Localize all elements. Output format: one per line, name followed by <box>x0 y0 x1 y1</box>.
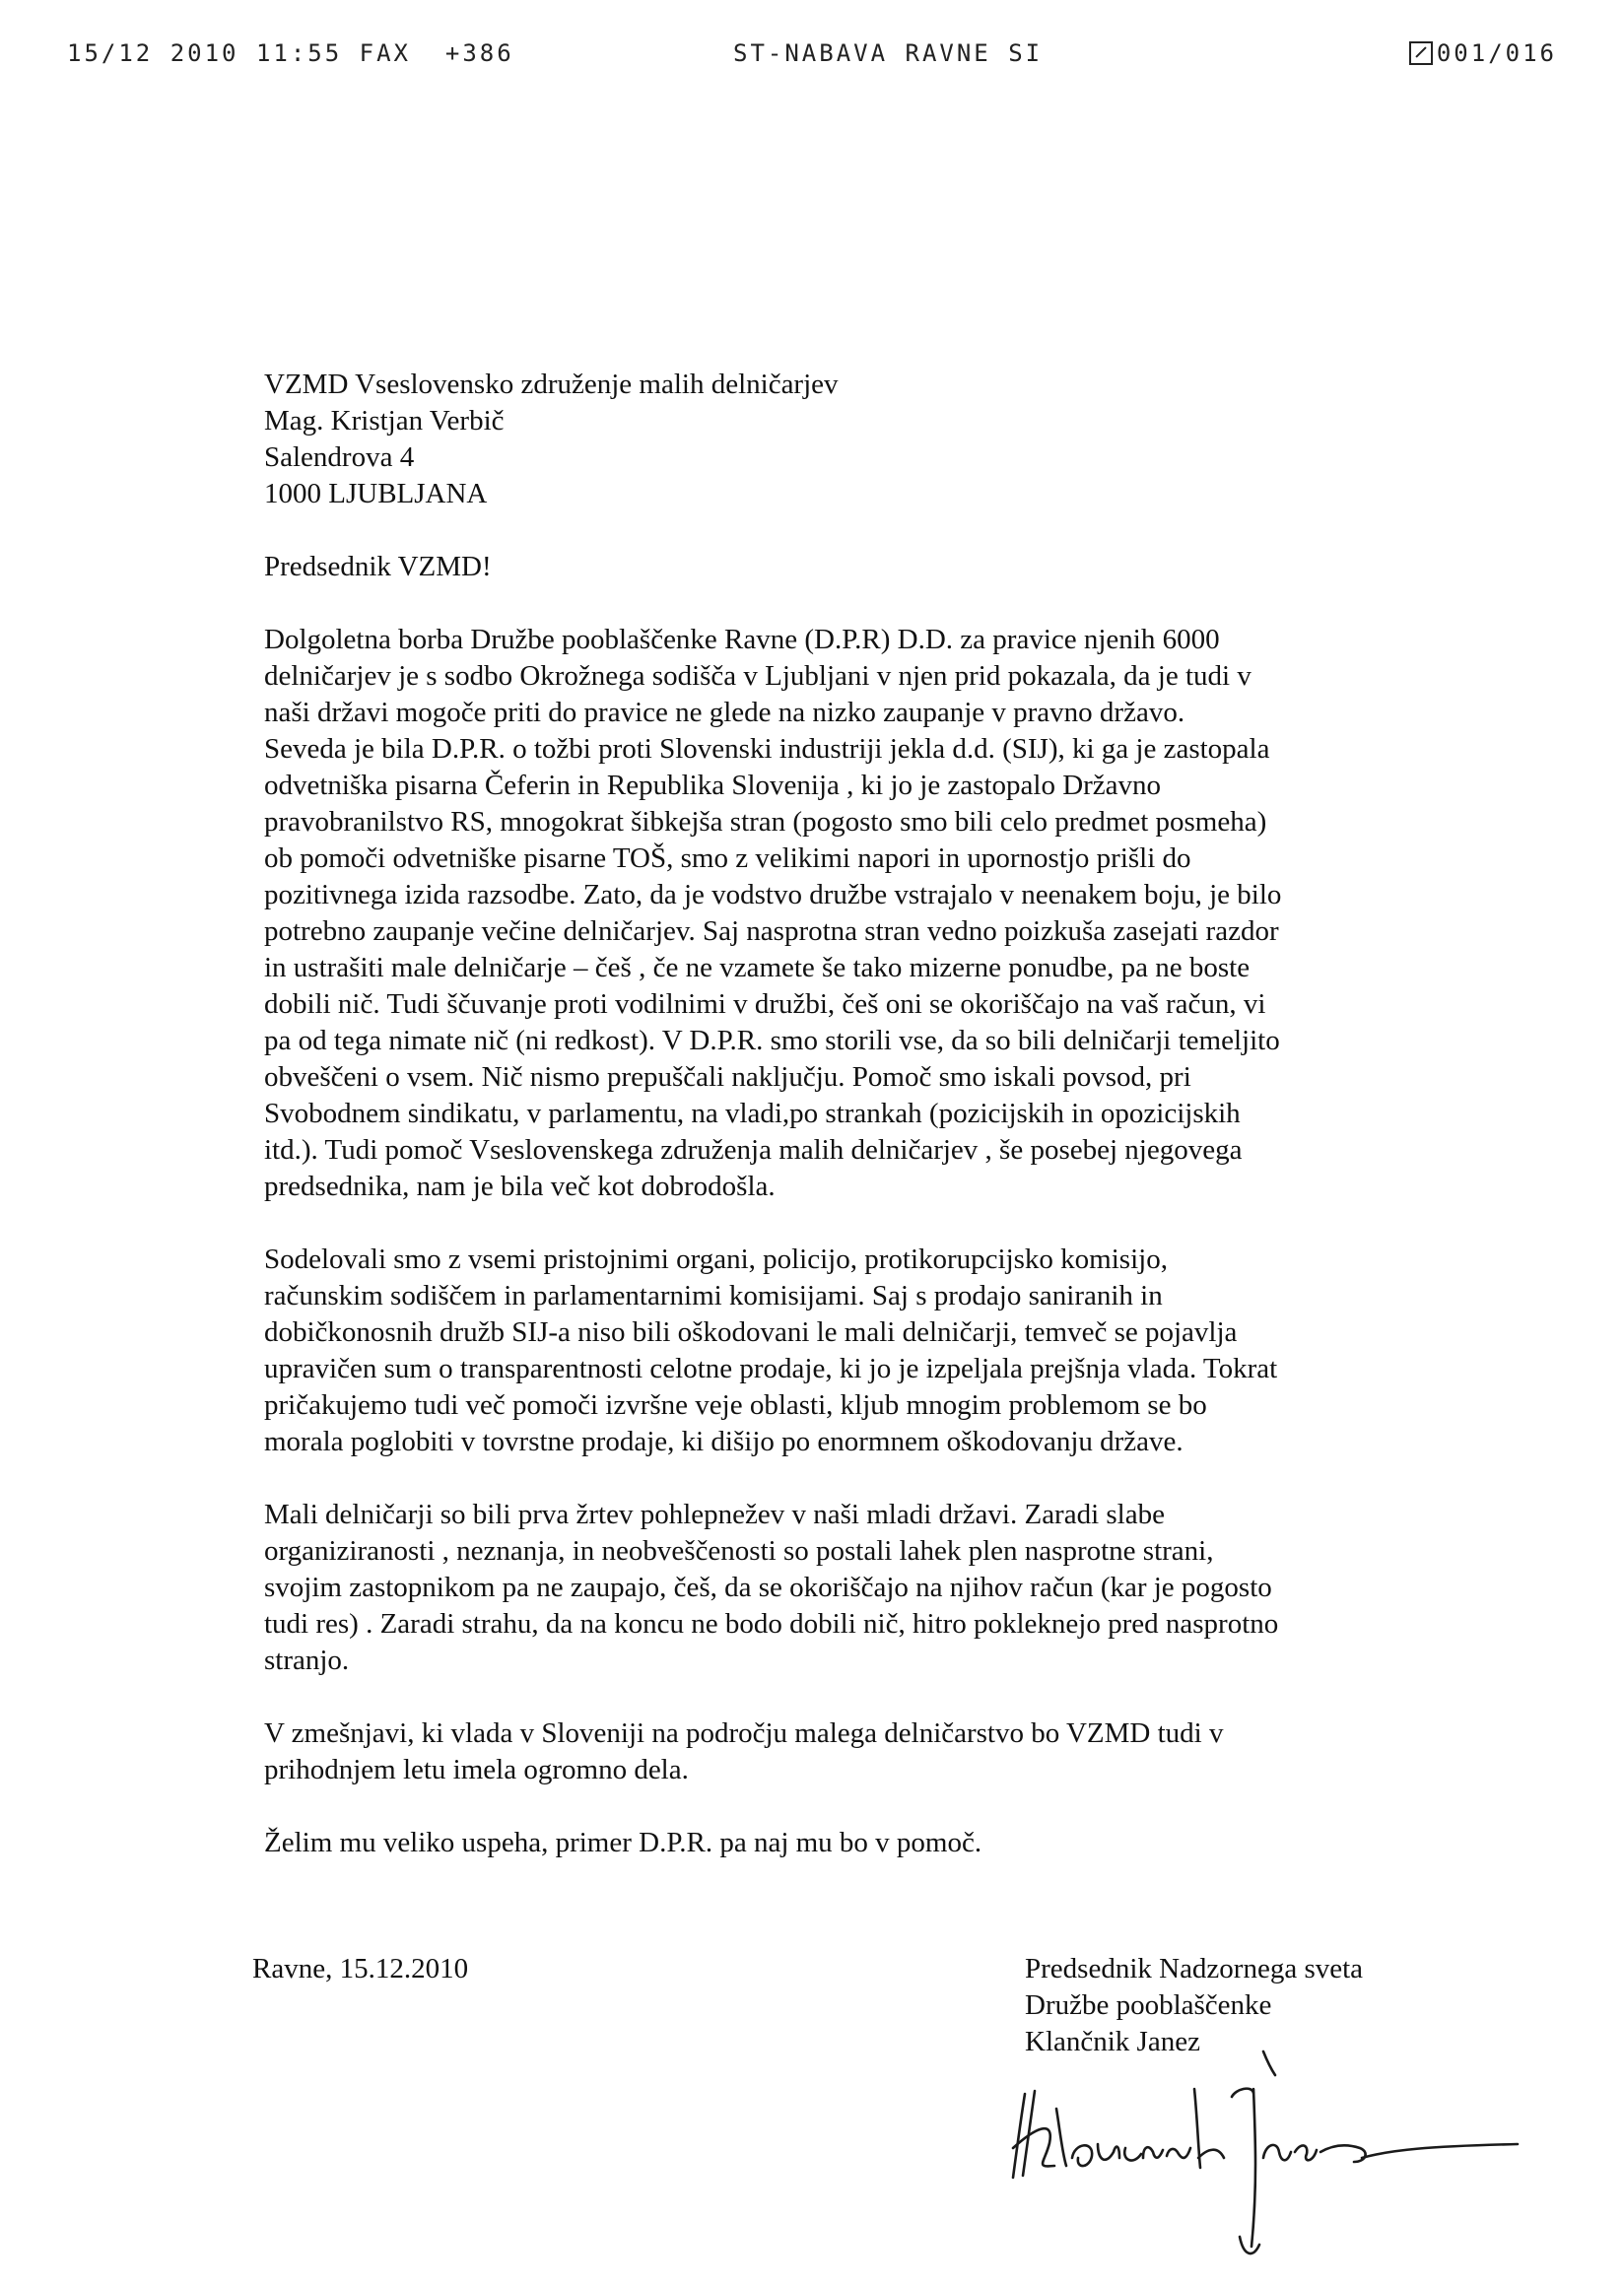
text-line: Mali delničarji so bili prva žrtev pohlepnežev v naši mladi državi. Zaradi slabe <box>264 1499 1165 1530</box>
text-line: morala poglobiti v tovrstne prodaje, ki dišijo po enormnem oškodovanju države. <box>264 1426 1184 1457</box>
text-line: naši državi mogoče priti do pravice ne glede na nizko zaupanje v pravno državo. <box>264 697 1185 728</box>
letter-body <box>264 367 1407 1898</box>
text-line: Sodelovali smo z vsemi pristojnimi organi, policijo, protikorupcijsko komisijo, <box>264 1244 1168 1275</box>
signatory-organization: Družbe pooblaščenke <box>1025 1989 1272 2021</box>
text-line: ob pomoči odvetniške pisarne TOŠ, smo z velikimi napori in upornostjo prišli do <box>264 842 1191 874</box>
text-line: računskim sodiščem in parlamentarnimi komisijami. Saj s prodajo saniranih in <box>264 1280 1163 1311</box>
text-line: itd.). Tudi pomoč Vseslovenskega združenja malih delničarjev , še posebej njegovega <box>264 1134 1243 1166</box>
text-line: pravobranilstvo RS, mnogokrat šibkejša stran (pogosto smo bili celo predmet posmeha) <box>264 806 1267 838</box>
salutation <box>264 549 1407 585</box>
salutation-text: Predsednik VZMD! <box>264 551 492 582</box>
handwritten-signature <box>995 2050 1527 2276</box>
text-line: dobili nič. Tudi ščuvanje proti vodilnimi v družbi, češ oni se okoriščajo na vaš račun, vi <box>264 988 1266 1020</box>
paragraph-1 <box>264 622 1407 1205</box>
text-line: in ustrašiti male delničarje – češ , če ne vzamete še tako mizerne ponudbe, pa ne boste <box>264 952 1251 983</box>
text-line: odvetniška pisarna Čeferin in Republika Slovenija , ki jo je zastopalo Državno <box>264 770 1162 801</box>
text-line: Svobodnem sindikatu, v parlamentu, na vladi,po strankah (pozicijskih in opozicijskih <box>264 1098 1241 1129</box>
text-line: pričakujemo tudi več pomoči izvršne veje oblasti, kljub mnogim problemom se bo <box>264 1389 1207 1421</box>
text-line: predsednika, nam je bila več kot dobrodošla. <box>264 1171 776 1202</box>
text-line: Seveda je bila D.P.R. o tožbi proti Slovenski industriji jekla d.d. (SIJ), ki ga je zastopala <box>264 733 1270 765</box>
text-line: pozitivnega izida razsodbe. Zato, da je vodstvo družbe vstrajalo v neenakem boju, je bilo <box>264 879 1282 910</box>
text-line: tudi res) . Zaradi strahu, da na koncu ne bodo dobili nič, hitro pokleknejo pred nasprotno <box>264 1608 1279 1640</box>
text-line: svojim zastopnikom pa ne zaupajo, češ, da se okoriščajo na njihov račun (kar je pogosto <box>264 1572 1272 1603</box>
place-date: Ravne, 15.12.2010 <box>252 1953 469 1984</box>
address-line: 1000 LJUBLJANA <box>264 478 488 509</box>
text-line: dobičkonosnih družb SIJ-a niso bili oškodovani le mali delničarji, temveč se pojavlja <box>264 1316 1238 1348</box>
paragraph-4 <box>264 1715 1407 1788</box>
address-line: Salendrova 4 <box>264 441 415 473</box>
text-line: upravičen sum o transparentnosti celotne prodaje, ki jo je izpeljala prejšnja vlada. Tokrat <box>264 1353 1278 1384</box>
signatory-block <box>1025 1951 1363 2060</box>
fax-sender-id: ST-NABAVA RAVNE SI <box>733 39 1044 67</box>
text-line: prihodnjem letu imela ogromno dela. <box>264 1754 689 1785</box>
paragraph-3 <box>264 1497 1407 1679</box>
checkbox-icon <box>1409 41 1433 65</box>
text-line: organiziranosti , neznanja, in neobveščenosti so postali lahek plen nasprotne strani, <box>264 1535 1214 1567</box>
text-line: stranjo. <box>264 1645 350 1676</box>
signatory-title: Predsednik Nadzornega sveta <box>1025 1953 1364 1984</box>
recipient-address <box>264 367 1407 512</box>
text-line: obveščeni o vsem. Nič nismo prepuščali naključju. Pomoč smo iskali povsod, pri <box>264 1061 1191 1093</box>
fax-timestamp-line: 15/12 2010 11:55 FAX +386 <box>67 39 514 67</box>
text-line: Dolgoletna borba Družbe pooblaščenke Ravne (D.P.R) D.D. za pravice njenih 6000 <box>264 624 1220 655</box>
fax-page-counter <box>1409 39 1557 67</box>
text-line: V zmešnjavi, ki vlada v Sloveniji na področju malega delničarstvo bo VZMD tudi v <box>264 1717 1224 1749</box>
text-line: delničarjev je s sodbo Okrožnega sodišča v Ljubljani v njen prid pokazala, da je tudi v <box>264 660 1252 692</box>
text-line: pa od tega nimate nič (ni redkost). V D.P.R. smo storili vse, da so bili delničarji temeljito <box>264 1025 1280 1056</box>
address-line: VZMD Vseslovensko združenje malih delničarjev <box>264 369 839 400</box>
paragraph-5 <box>264 1825 1407 1861</box>
text-line: potrebno zaupanje večine delničarjev. Saj nasprotna stran vedno poizkuša zasejati razdor <box>264 915 1279 947</box>
fax-page-number: 001/016 <box>1436 39 1557 67</box>
address-line: Mag. Kristjan Verbič <box>264 405 505 437</box>
text-line: Želim mu veliko uspeha, primer D.P.R. pa naj mu bo v pomoč. <box>264 1827 982 1858</box>
signatory-name: Klančnik Janez <box>1025 2026 1200 2057</box>
fax-header <box>0 39 1624 79</box>
paragraph-2 <box>264 1242 1407 1460</box>
